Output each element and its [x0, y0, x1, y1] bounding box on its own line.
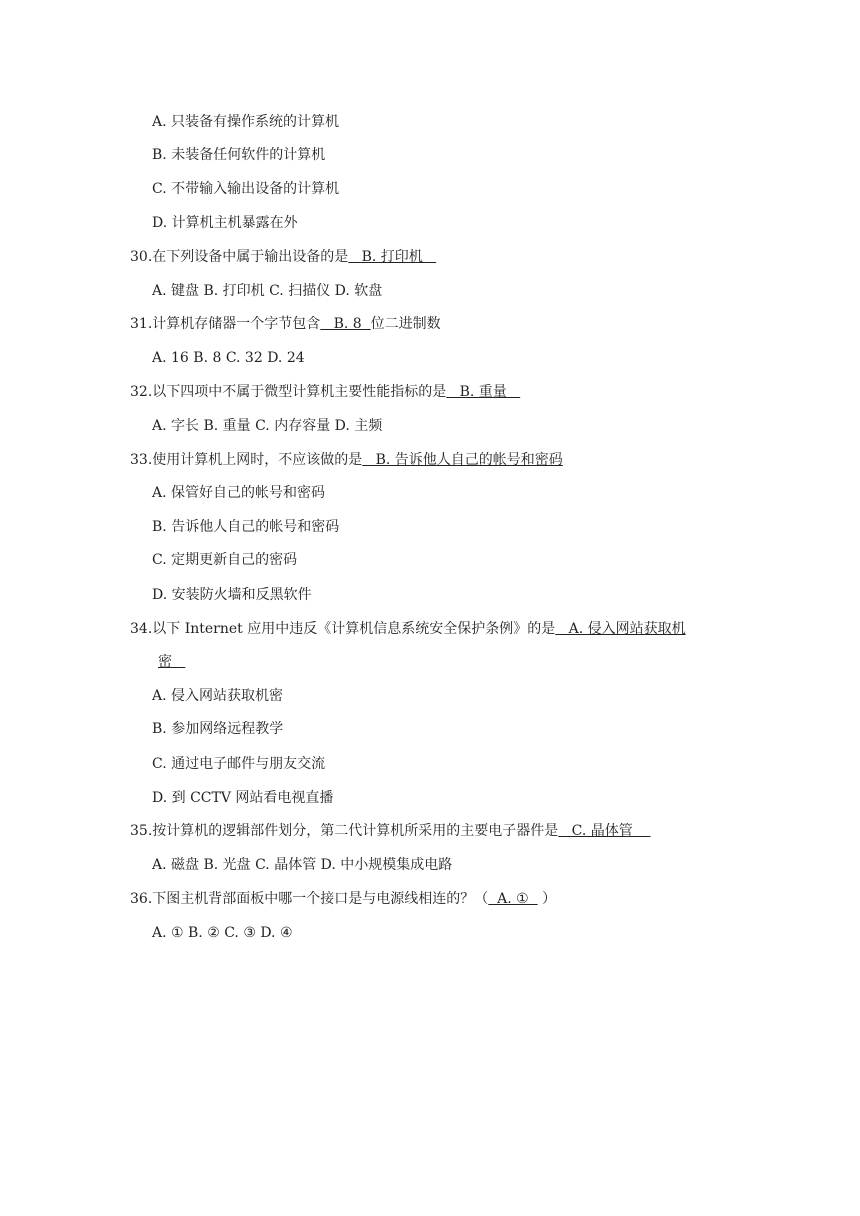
- question-33: [130, 450, 563, 470]
- answer-blank: C. 晶体管: [558, 823, 651, 839]
- answer-blank: B. 告诉他人自己的帐号和密码: [362, 452, 563, 468]
- option-line: C. 不带输入输出设备的计算机: [152, 181, 340, 197]
- question-stem: 31.计算机存储器一个字节包含: [130, 316, 321, 332]
- answer-blank: A. 侵入网站获取机: [555, 621, 686, 637]
- options-inline: A. 字长 B. 重量 C. 内存容量 D. 主频: [152, 418, 383, 434]
- question-stem: 30.在下列设备中属于输出设备的是: [130, 249, 349, 265]
- option-line: B. 未装备任何软件的计算机: [152, 147, 326, 163]
- question-stem: 32.以下四项中不属于微型计算机主要性能指标的是: [130, 384, 447, 400]
- question-stem: 35.按计算机的逻辑部件划分，第二代计算机所采用的主要电子器件是: [130, 823, 559, 839]
- options-inline: A. 磁盘 B. 光盘 C. 晶体管 D. 中小规模集成电路: [152, 857, 453, 873]
- option-line: D. 计算机主机暴露在外: [152, 215, 298, 231]
- answer-continuation: [158, 652, 185, 672]
- option-line: A. 侵入网站获取机密: [152, 688, 284, 704]
- question-stem: 33.使用计算机上网时，不应该做的是: [130, 452, 363, 468]
- option-line: C. 定期更新自己的密码: [152, 552, 298, 568]
- question-31: [130, 314, 441, 334]
- question-34: [130, 619, 686, 639]
- option-line: B. 告诉他人自己的帐号和密码: [152, 519, 340, 535]
- question-tail: 位二进制数: [370, 316, 441, 332]
- answer-blank: 密: [158, 654, 186, 670]
- answer-blank: B. 8: [320, 316, 371, 332]
- question-32: [130, 382, 520, 402]
- question-tail: ）: [537, 891, 557, 907]
- option-line: A. 只装备有操作系统的计算机: [152, 114, 340, 130]
- question-36: [130, 889, 556, 909]
- question-35: [130, 821, 651, 841]
- option-line: D. 到 CCTV 网站看电视直播: [152, 790, 334, 806]
- options-inline: A. 16 B. 8 C. 32 D. 24: [152, 350, 305, 366]
- options-inline: A. ① B. ② C. ③ D. ④: [152, 925, 293, 941]
- option-line: B. 参加网络远程教学: [152, 721, 284, 737]
- question-30: [130, 247, 436, 267]
- option-line: C. 通过电子邮件与朋友交流: [152, 756, 326, 772]
- answer-blank: B. 打印机: [348, 249, 437, 265]
- question-stem: 36.下图主机背部面板中哪一个接口是与电源线相连的？（: [130, 891, 489, 907]
- answer-blank: A. ①: [488, 891, 538, 907]
- option-line: D. 安装防火墙和反黑软件: [152, 587, 312, 603]
- question-stem: 34.以下 Internet 应用中违反《计算机信息系统安全保护条例》的是: [130, 621, 556, 637]
- option-line: A. 保管好自己的帐号和密码: [152, 485, 326, 501]
- answer-blank: B. 重量: [446, 384, 521, 400]
- options-inline: A. 键盘 B. 打印机 C. 扫描仪 D. 软盘: [152, 283, 383, 299]
